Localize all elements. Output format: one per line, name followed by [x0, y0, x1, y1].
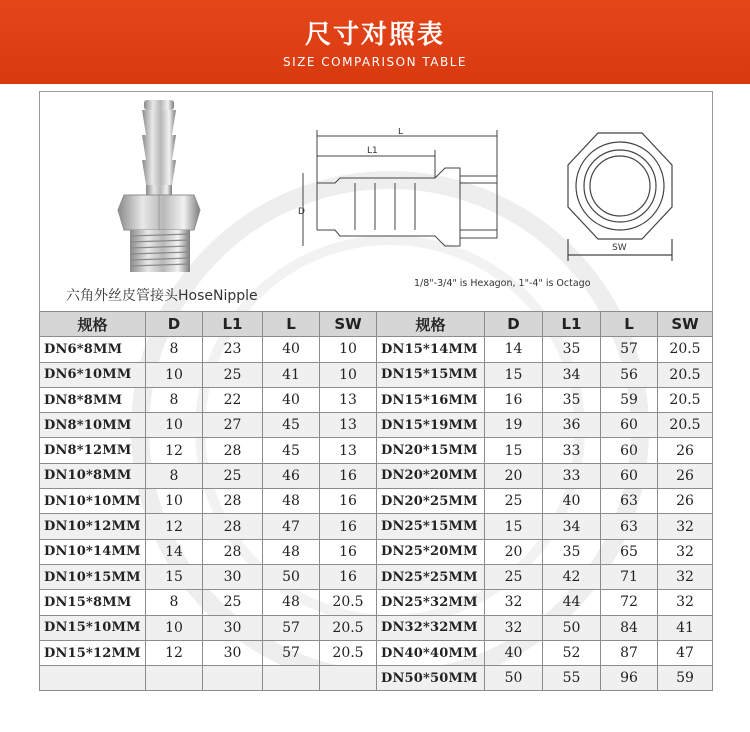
spec-cell: DN25*15MM	[377, 514, 485, 539]
d-cell: 50	[485, 666, 543, 691]
header-l1: L1	[543, 312, 601, 337]
table-row	[40, 489, 713, 514]
spec-cell: DN8*8MM	[40, 387, 146, 412]
table-header-row	[40, 312, 713, 337]
spec-cell: DN8*12MM	[40, 438, 146, 463]
l-cell: 45	[263, 413, 320, 438]
l-cell: 48	[263, 539, 320, 564]
spec-cell	[40, 666, 146, 691]
table-row	[40, 514, 713, 539]
header-l: L	[263, 312, 320, 337]
header-sw: SW	[658, 312, 713, 337]
table-row	[40, 640, 713, 665]
dim-label-sw: SW	[612, 243, 627, 253]
l-cell: 60	[601, 463, 658, 488]
header-l1: L1	[203, 312, 263, 337]
spec-cell: DN15*10MM	[40, 615, 146, 640]
l-cell: 87	[601, 640, 658, 665]
l1-cell: 28	[203, 438, 263, 463]
l-cell: 48	[263, 590, 320, 615]
l1-cell: 25	[203, 463, 263, 488]
spec-cell: DN10*8MM	[40, 463, 146, 488]
d-cell: 15	[485, 438, 543, 463]
l1-cell: 33	[543, 438, 601, 463]
sw-cell: 16	[320, 514, 377, 539]
sw-cell: 20.5	[658, 337, 713, 362]
l1-cell: 55	[543, 666, 601, 691]
product-caption: 六角外丝皮管接头HoseNipple	[66, 288, 258, 304]
spec-cell: DN15*19MM	[377, 413, 485, 438]
l-cell: 63	[601, 514, 658, 539]
spec-cell: DN25*25MM	[377, 564, 485, 589]
l-cell: 47	[263, 514, 320, 539]
l-cell	[263, 666, 320, 691]
spec-cell: DN32*32MM	[377, 615, 485, 640]
l-cell: 72	[601, 590, 658, 615]
spec-cell: DN6*8MM	[40, 337, 146, 362]
size-comparison-table	[39, 311, 713, 691]
header-d: D	[485, 312, 543, 337]
l-cell: 57	[263, 615, 320, 640]
dim-label-d: D	[298, 207, 305, 217]
hose-nipple-photo	[72, 100, 242, 280]
d-cell: 12	[146, 514, 203, 539]
sw-cell: 32	[658, 539, 713, 564]
spec-cell: DN10*12MM	[40, 514, 146, 539]
sw-cell: 10	[320, 362, 377, 387]
spec-cell: DN25*20MM	[377, 539, 485, 564]
l1-cell: 50	[543, 615, 601, 640]
spec-cell: DN20*20MM	[377, 463, 485, 488]
sw-cell: 20.5	[320, 590, 377, 615]
sw-cell: 16	[320, 463, 377, 488]
spec-cell: DN10*14MM	[40, 539, 146, 564]
sw-cell: 16	[320, 564, 377, 589]
sw-cell: 32	[658, 590, 713, 615]
l-cell: 48	[263, 489, 320, 514]
l-cell: 57	[263, 640, 320, 665]
sw-cell: 20.5	[320, 640, 377, 665]
d-cell: 10	[146, 362, 203, 387]
l-cell: 84	[601, 615, 658, 640]
d-cell: 14	[146, 539, 203, 564]
d-cell: 25	[485, 564, 543, 589]
sw-cell: 41	[658, 615, 713, 640]
d-cell: 15	[146, 564, 203, 589]
table-row	[40, 590, 713, 615]
l1-cell	[203, 666, 263, 691]
l-cell: 60	[601, 438, 658, 463]
header-sw: SW	[320, 312, 377, 337]
l1-cell: 25	[203, 362, 263, 387]
l1-cell: 33	[543, 463, 601, 488]
spec-cell: DN15*14MM	[377, 337, 485, 362]
table-row	[40, 615, 713, 640]
l-cell: 63	[601, 489, 658, 514]
l1-cell: 35	[543, 539, 601, 564]
l-cell: 45	[263, 438, 320, 463]
d-cell: 15	[485, 514, 543, 539]
l1-cell: 28	[203, 539, 263, 564]
sw-cell: 47	[658, 640, 713, 665]
d-cell: 8	[146, 387, 203, 412]
sw-cell: 10	[320, 337, 377, 362]
l1-cell: 25	[203, 590, 263, 615]
shape-note: 1/8"-3/4" is Hexagon, 1"-4" is Octago	[414, 278, 591, 289]
l-cell: 40	[263, 337, 320, 362]
table-row	[40, 539, 713, 564]
spec-cell: DN15*16MM	[377, 387, 485, 412]
d-cell: 10	[146, 615, 203, 640]
d-cell: 14	[485, 337, 543, 362]
l-cell: 40	[263, 387, 320, 412]
header-spec: 规格	[377, 312, 485, 337]
spec-cell: DN25*32MM	[377, 590, 485, 615]
end-view-drawing	[560, 125, 680, 270]
l-cell: 60	[601, 413, 658, 438]
l1-cell: 35	[543, 387, 601, 412]
l1-cell: 30	[203, 564, 263, 589]
sw-cell: 32	[658, 514, 713, 539]
sw-cell: 32	[658, 564, 713, 589]
l-cell: 59	[601, 387, 658, 412]
spec-cell: DN50*50MM	[377, 666, 485, 691]
l-cell: 96	[601, 666, 658, 691]
header-d: D	[146, 312, 203, 337]
table-row	[40, 413, 713, 438]
l1-cell: 34	[543, 514, 601, 539]
l1-cell: 23	[203, 337, 263, 362]
l-cell: 41	[263, 362, 320, 387]
d-cell: 32	[485, 590, 543, 615]
l-cell: 65	[601, 539, 658, 564]
d-cell: 16	[485, 387, 543, 412]
l1-cell: 22	[203, 387, 263, 412]
header-l: L	[601, 312, 658, 337]
d-cell: 32	[485, 615, 543, 640]
d-cell: 8	[146, 463, 203, 488]
l-cell: 56	[601, 362, 658, 387]
d-cell: 15	[485, 362, 543, 387]
sw-cell: 20.5	[658, 362, 713, 387]
sw-cell: 26	[658, 463, 713, 488]
d-cell: 25	[485, 489, 543, 514]
sw-cell: 13	[320, 387, 377, 412]
spec-cell: DN15*15MM	[377, 362, 485, 387]
sw-cell: 16	[320, 489, 377, 514]
side-view-drawing	[295, 128, 520, 268]
l-cell: 46	[263, 463, 320, 488]
d-cell: 40	[485, 640, 543, 665]
d-cell	[146, 666, 203, 691]
l1-cell: 44	[543, 590, 601, 615]
l1-cell: 28	[203, 489, 263, 514]
l1-cell: 40	[543, 489, 601, 514]
d-cell: 20	[485, 539, 543, 564]
sw-cell	[320, 666, 377, 691]
d-cell: 10	[146, 489, 203, 514]
l1-cell: 36	[543, 413, 601, 438]
table-row	[40, 387, 713, 412]
sw-cell: 20.5	[658, 413, 713, 438]
spec-cell: DN40*40MM	[377, 640, 485, 665]
l1-cell: 34	[543, 362, 601, 387]
spec-cell: DN10*10MM	[40, 489, 146, 514]
l1-cell: 35	[543, 337, 601, 362]
d-cell: 8	[146, 590, 203, 615]
d-cell: 19	[485, 413, 543, 438]
table-row	[40, 463, 713, 488]
l1-cell: 52	[543, 640, 601, 665]
sw-cell: 13	[320, 413, 377, 438]
l-cell: 50	[263, 564, 320, 589]
l1-cell: 30	[203, 640, 263, 665]
sw-cell: 16	[320, 539, 377, 564]
header-spec: 规格	[40, 312, 146, 337]
d-cell: 20	[485, 463, 543, 488]
sw-cell: 26	[658, 438, 713, 463]
page-subtitle: SIZE COMPARISON TABLE	[283, 55, 467, 69]
l-cell: 71	[601, 564, 658, 589]
spec-cell: DN20*25MM	[377, 489, 485, 514]
table-row	[40, 337, 713, 362]
d-cell: 12	[146, 438, 203, 463]
spec-cell: DN6*10MM	[40, 362, 146, 387]
dim-label-l1: L1	[367, 146, 378, 156]
sw-cell: 26	[658, 489, 713, 514]
table-row	[40, 362, 713, 387]
spec-cell: DN8*10MM	[40, 413, 146, 438]
l1-cell: 27	[203, 413, 263, 438]
d-cell: 12	[146, 640, 203, 665]
l-cell: 57	[601, 337, 658, 362]
table-row	[40, 666, 713, 691]
l1-cell: 30	[203, 615, 263, 640]
spec-cell: DN15*12MM	[40, 640, 146, 665]
l1-cell: 28	[203, 514, 263, 539]
header-banner	[0, 0, 750, 84]
sw-cell: 59	[658, 666, 713, 691]
sw-cell: 20.5	[658, 387, 713, 412]
table-row	[40, 564, 713, 589]
table-row	[40, 438, 713, 463]
sw-cell: 20.5	[320, 615, 377, 640]
page-title: 尺寸对照表	[304, 20, 445, 50]
dim-label-l: L	[398, 128, 404, 137]
spec-cell: DN15*8MM	[40, 590, 146, 615]
d-cell: 10	[146, 413, 203, 438]
spec-cell: DN10*15MM	[40, 564, 146, 589]
sw-cell: 13	[320, 438, 377, 463]
d-cell: 8	[146, 337, 203, 362]
spec-cell: DN20*15MM	[377, 438, 485, 463]
l1-cell: 42	[543, 564, 601, 589]
